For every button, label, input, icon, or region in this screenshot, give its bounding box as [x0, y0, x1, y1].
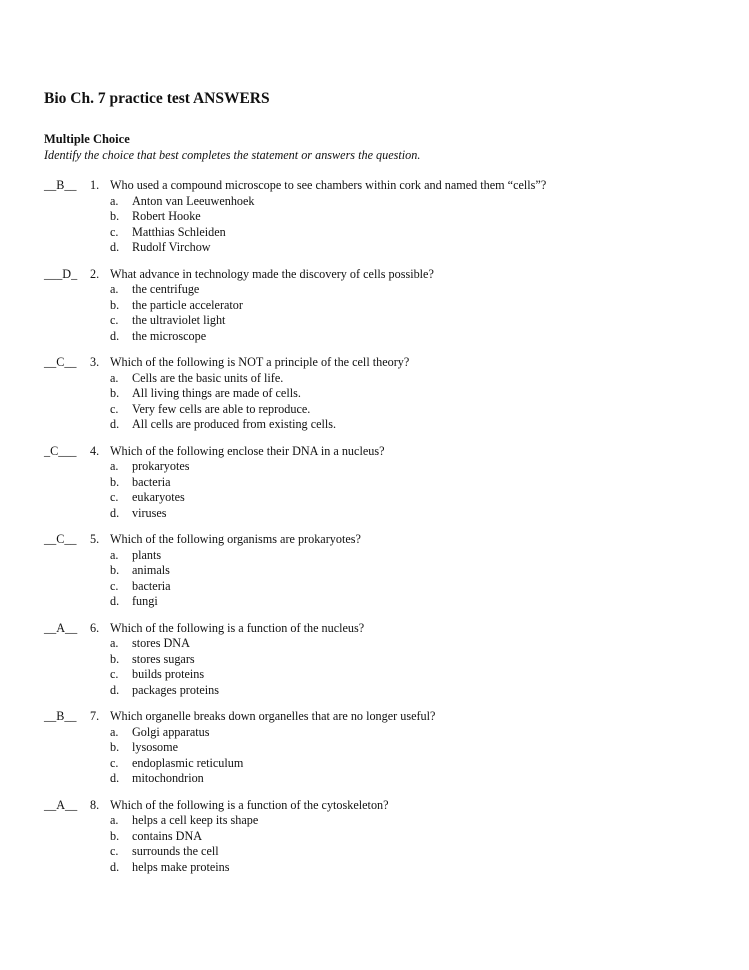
- answer-choice: [44, 579, 724, 595]
- answer-choice: [44, 225, 724, 241]
- choice-text: helps make proteins: [132, 859, 230, 874]
- choice-text: plants: [132, 547, 162, 562]
- choice-text: Matthias Schleiden: [132, 224, 226, 239]
- choice-letter: c.: [110, 224, 119, 239]
- choice-text: the ultraviolet light: [132, 313, 226, 327]
- question-row: [44, 444, 724, 460]
- answer-choice: [44, 459, 724, 475]
- choice-letter: d.: [110, 328, 120, 343]
- choice-letter: c.: [110, 490, 119, 504]
- choice-text: eukaryotes: [132, 490, 185, 504]
- answer-choice: [44, 209, 724, 225]
- choice-text: Anton van Leeuwenhoek: [132, 193, 255, 208]
- question-number: 8.: [90, 797, 100, 812]
- choice-letter: c.: [110, 578, 119, 593]
- question-7: [44, 709, 724, 798]
- choice-text: viruses: [132, 505, 167, 520]
- question-row: [44, 709, 724, 725]
- answer-choice: [44, 313, 724, 329]
- choice-letter: c.: [110, 401, 119, 416]
- answer-choice: [44, 636, 724, 652]
- choice-letter: d.: [110, 771, 120, 785]
- choice-text: bacteria: [132, 578, 171, 593]
- choice-text: Rudolf Virchow: [132, 240, 211, 254]
- page-title: Bio Ch. 7 practice test ANSWERS: [44, 90, 270, 107]
- choice-text: contains DNA: [132, 828, 203, 843]
- choice-letter: b.: [110, 297, 120, 312]
- question-number: 3.: [90, 355, 100, 369]
- answer-choice: [44, 194, 724, 210]
- answer-choice: [44, 402, 724, 418]
- choice-letter: d.: [110, 240, 120, 254]
- choice-text: stores DNA: [132, 636, 190, 650]
- answer-blank: ___D_: [44, 266, 78, 281]
- choice-text: helps a cell keep its shape: [132, 813, 259, 827]
- question-stem: Which of the following organisms are prokaryotes?: [110, 532, 361, 546]
- choice-text: animals: [132, 563, 170, 577]
- answer-choice: [44, 490, 724, 506]
- answer-choice: [44, 683, 724, 699]
- answer-choice: [44, 298, 724, 314]
- choice-text: bacteria: [132, 474, 171, 489]
- choice-text: packages proteins: [132, 682, 219, 697]
- question-number: 1.: [90, 178, 100, 192]
- choice-text: endoplasmic reticulum: [132, 755, 244, 770]
- choice-text: the microscope: [132, 328, 207, 343]
- answer-blank: __C__: [44, 532, 77, 546]
- choice-letter: a.: [110, 282, 119, 296]
- section-heading: Multiple Choice: [44, 132, 130, 146]
- choice-text: Golgi apparatus: [132, 724, 210, 739]
- answer-choice: [44, 475, 724, 491]
- answer-choice: [44, 813, 724, 829]
- question-row: [44, 798, 724, 814]
- choice-text: lysosome: [132, 740, 179, 754]
- choice-text: All living things are made of cells.: [132, 386, 301, 400]
- choice-letter: b.: [110, 563, 120, 577]
- answer-choice: [44, 860, 724, 876]
- answer-choice: [44, 386, 724, 402]
- choice-letter: d.: [110, 505, 120, 520]
- question-stem: What advance in technology made the discovery of cells possible?: [110, 266, 434, 281]
- choice-text: All cells are produced from existing cells.: [132, 417, 337, 431]
- choice-text: mitochondrion: [132, 771, 204, 785]
- question-row: [44, 532, 724, 548]
- answer-blank: __A__: [44, 797, 78, 812]
- answer-blank: _C___: [44, 443, 77, 458]
- question-stem: Which organelle breaks down organelles that are no longer useful?: [110, 709, 436, 723]
- choice-letter: a.: [110, 193, 119, 208]
- choice-letter: d.: [110, 682, 120, 697]
- choice-letter: a.: [110, 370, 119, 385]
- question-1: [44, 178, 724, 267]
- choice-letter: c.: [110, 313, 119, 327]
- choice-letter: b.: [110, 474, 120, 489]
- choice-letter: a.: [110, 813, 119, 827]
- question-6: [44, 621, 724, 710]
- question-stem: Who used a compound microscope to see chambers within cork and named them “cells”?: [110, 178, 547, 192]
- question-row: [44, 621, 724, 637]
- choice-letter: d.: [110, 417, 120, 431]
- choice-letter: b.: [110, 740, 120, 754]
- answer-blank: __B__: [44, 709, 77, 723]
- question-row: [44, 267, 724, 283]
- choice-text: prokaryotes: [132, 459, 190, 473]
- answer-choice: [44, 563, 724, 579]
- question-number: 6.: [90, 620, 100, 635]
- answer-choice: [44, 594, 724, 610]
- question-stem: Which of the following is a function of the cytoskeleton?: [110, 797, 389, 812]
- choice-letter: a.: [110, 547, 119, 562]
- answer-blank: __B__: [44, 178, 77, 192]
- choice-letter: b.: [110, 828, 120, 843]
- choice-letter: a.: [110, 724, 119, 739]
- question-stem: Which of the following is a function of the nucleus?: [110, 620, 365, 635]
- answer-choice: [44, 652, 724, 668]
- choice-letter: a.: [110, 459, 119, 473]
- answer-choice: [44, 725, 724, 741]
- question-number: 4.: [90, 443, 100, 458]
- question-8: [44, 798, 724, 887]
- answer-choice: [44, 548, 724, 564]
- choice-text: the particle accelerator: [132, 297, 243, 312]
- choice-letter: b.: [110, 651, 120, 666]
- question-number: 2.: [90, 266, 100, 281]
- answer-choice: [44, 329, 724, 345]
- choice-letter: c.: [110, 755, 119, 770]
- section-instructions: Identify the choice that best completes the statement or answers the question.: [44, 148, 421, 162]
- answer-blank: __C__: [44, 355, 77, 369]
- question-row: [44, 178, 724, 194]
- choice-text: surrounds the cell: [132, 844, 219, 858]
- choice-letter: d.: [110, 594, 120, 608]
- question-2: [44, 267, 724, 356]
- choice-letter: c.: [110, 667, 119, 681]
- answer-choice: [44, 417, 724, 433]
- choice-letter: b.: [110, 386, 120, 400]
- question-number: 7.: [90, 709, 100, 723]
- answer-choice: [44, 740, 724, 756]
- question-number: 5.: [90, 532, 100, 546]
- choice-text: Very few cells are able to reproduce.: [132, 401, 311, 416]
- choice-letter: b.: [110, 209, 120, 223]
- choice-text: Cells are the basic units of life.: [132, 370, 284, 385]
- choice-text: the centrifuge: [132, 282, 200, 296]
- answer-choice: [44, 240, 724, 256]
- answer-blank: __A__: [44, 620, 78, 635]
- question-list: [44, 178, 724, 886]
- answer-choice: [44, 282, 724, 298]
- answer-choice: [44, 756, 724, 772]
- question-3: [44, 355, 724, 444]
- question-stem: Which of the following is NOT a principle of the cell theory?: [110, 355, 410, 369]
- choice-letter: a.: [110, 636, 119, 650]
- choice-text: builds proteins: [132, 667, 205, 681]
- choice-text: fungi: [132, 594, 158, 608]
- answer-choice: [44, 371, 724, 387]
- answer-choice: [44, 771, 724, 787]
- question-row: [44, 355, 724, 371]
- answer-choice: [44, 844, 724, 860]
- answer-choice: [44, 829, 724, 845]
- choice-text: Robert Hooke: [132, 209, 201, 223]
- answer-choice: [44, 506, 724, 522]
- question-4: [44, 444, 724, 533]
- question-stem: Which of the following enclose their DNA in a nucleus?: [110, 443, 385, 458]
- choice-letter: d.: [110, 859, 120, 874]
- answer-choice: [44, 667, 724, 683]
- choice-text: stores sugars: [132, 651, 195, 666]
- choice-letter: c.: [110, 844, 119, 858]
- question-5: [44, 532, 724, 621]
